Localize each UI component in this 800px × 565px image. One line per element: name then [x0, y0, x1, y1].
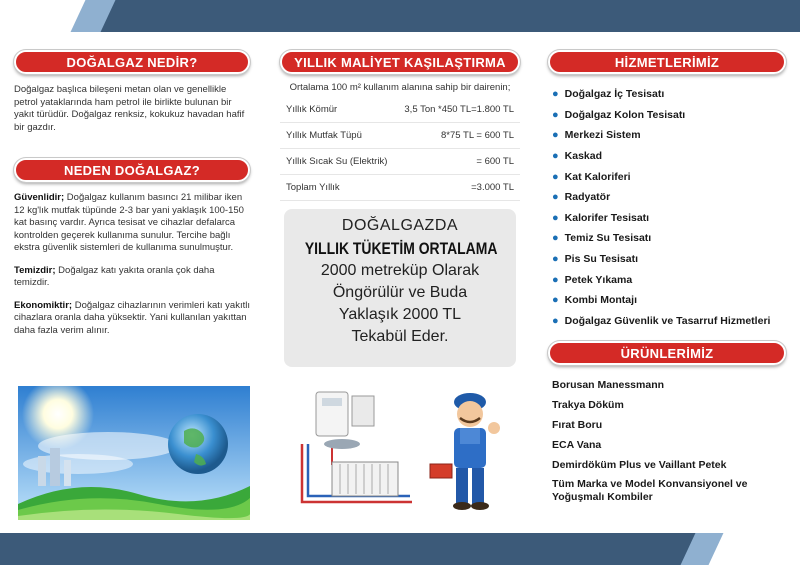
safe-paragraph — [14, 192, 250, 255]
products-list — [548, 375, 786, 505]
cost-value: =3.000 TL — [471, 182, 514, 193]
list-item — [552, 187, 786, 208]
bullet-icon: ● — [552, 314, 559, 327]
clean-text: Doğalgaz katı yakıta oranla çok daha temizdir. — [14, 264, 215, 288]
list-item — [552, 84, 786, 105]
section-heading-services: HİZMETLERİMİZ — [548, 50, 786, 74]
bullet-icon: ● — [552, 294, 559, 307]
cost-label: Yıllık Sıcak Su (Elektrik) — [286, 156, 388, 167]
earth-nature-image — [18, 386, 250, 520]
list-item — [552, 166, 786, 187]
cost-label: Yıllık Mutfak Tüpü — [286, 130, 362, 141]
service-label: Kat Kaloriferi — [564, 170, 631, 183]
service-label: Doğalgaz Güvenlik ve Tasarruf Hizmetleri — [564, 314, 771, 327]
bullet-icon: ● — [552, 88, 559, 101]
left-column — [14, 50, 250, 337]
list-item — [552, 105, 786, 126]
service-label: Kalorifer Tesisatı — [564, 211, 650, 224]
services-list — [548, 84, 786, 331]
service-label: Doğalgaz İç Tesisatı — [564, 88, 665, 101]
economic-text: Doğalgaz cihazlarının verimleri katı yakıtlı cihazlara oranla daha yüksektir. Yani kullanılan yakıttan daha fazla verim alınır. — [14, 299, 250, 336]
cost-table — [280, 97, 520, 201]
list-item — [552, 269, 786, 290]
bottom-decorative-band — [0, 533, 800, 565]
service-label: Doğalgaz Kolon Tesisatı — [564, 108, 686, 121]
plumber-radiator-illustration — [292, 384, 518, 518]
economic-label: Ekonomiktir; — [14, 299, 73, 311]
bullet-icon: ● — [552, 232, 559, 245]
service-label: Temiz Su Tesisatı — [564, 232, 652, 245]
what-is-gas-text: Doğalgaz başlıca bileşeni metan olan ve genellikle petrol yataklarında ham petrol ile birlikte bulunan bir yakıt türüdür. Doğalgaz renksiz, kokukuz havadan hafif bir gazdır. — [14, 84, 245, 133]
cost-value: 8*75 TL = 600 TL — [441, 130, 514, 141]
bullet-icon: ● — [552, 108, 559, 121]
service-label: Petek Yıkama — [564, 273, 633, 286]
box-line-6: Tekabül Eder. — [351, 328, 449, 345]
list-item — [552, 208, 786, 229]
box-line-5: Yaklaşık 2000 TL — [338, 306, 462, 323]
product-item: Borusan Manessmann — [552, 379, 665, 392]
section-heading-annual-cost: YILLIK MALİYET KAŞILAŞTIRMA — [280, 50, 520, 74]
product-item: Demirdöküm Plus ve Vaillant Petek — [552, 459, 727, 472]
box-line-3: 2000 metreküp Olarak — [320, 262, 480, 279]
list-item — [552, 290, 786, 311]
cost-row — [280, 123, 520, 149]
middle-column — [280, 50, 520, 367]
list-item — [552, 146, 786, 167]
product-item: ECA Vana — [552, 439, 602, 452]
bullet-icon: ● — [552, 211, 559, 224]
bullet-icon: ● — [552, 170, 559, 183]
section-heading-what-is-gas: DOĞALGAZ NEDİR? — [14, 50, 250, 74]
cost-row — [280, 149, 520, 175]
list-item — [552, 249, 786, 270]
section-heading-why-gas: NEDEN DOĞALGAZ? — [14, 158, 250, 182]
list-item — [552, 125, 786, 146]
service-label: Kombi Montajı — [564, 294, 637, 307]
service-label: Radyatör — [564, 191, 611, 204]
bullet-icon: ● — [552, 129, 559, 142]
bullet-icon: ● — [552, 191, 559, 204]
box-line-1: DOĞALGAZDA — [341, 217, 459, 234]
service-label: Kaskad — [564, 150, 603, 163]
safe-text: Doğalgaz kullanım basıncı 21 milibar iken 12 kg'lık mutfak tüpünde 2-3 bar yani yaklaşık 100-150 kat basınç vardır. Ayrıca tesisat ve cihazlar defalarca kontrolden geçerek kullanıma sunulur. Tercihe bağlı ekstra güvenlik sistemleri de kullanıma sunulmuştur. — [14, 192, 244, 253]
product-item: Fırat Boru — [552, 419, 603, 432]
cost-value: = 600 TL — [476, 156, 514, 167]
list-item — [552, 311, 786, 332]
bullet-icon: ● — [552, 253, 559, 266]
product-item: Tüm Marka ve Model Konvansiyonel ve Yoğuşmalı Kombiler — [552, 478, 748, 504]
annual-consumption-box — [284, 209, 516, 367]
economic-paragraph — [14, 300, 250, 338]
cost-label: Toplam Yıllık — [286, 182, 340, 193]
box-line-4: Öngörülür ve Buda — [332, 284, 468, 301]
top-decorative-band — [0, 0, 800, 32]
safe-label: Güvenlidir; — [14, 192, 65, 203]
service-label: Pis Su Tesisatı — [564, 253, 638, 266]
product-item: Trakya Döküm — [552, 399, 624, 412]
clean-label: Temizdir; — [14, 264, 56, 276]
list-item — [552, 228, 786, 249]
bullet-icon: ● — [552, 150, 559, 163]
bullet-icon: ● — [552, 273, 559, 286]
clean-paragraph — [14, 265, 250, 290]
cost-label: Yıllık Kömür — [286, 104, 338, 115]
section-heading-products: ÜRÜNLERİMİZ — [548, 341, 786, 365]
cost-value: 3,5 Ton *450 TL=1.800 TL — [404, 104, 514, 115]
cost-row — [280, 97, 520, 123]
service-label: Merkezi Sistem — [564, 129, 641, 142]
cost-row — [280, 175, 520, 201]
cost-intro-text: Ortalama 100 m² kullanım alanına sahip bir dairenin; — [289, 82, 511, 93]
box-line-2: YILLIK TÜKETİM ORTALAMA — [304, 239, 498, 258]
right-column — [548, 50, 786, 505]
